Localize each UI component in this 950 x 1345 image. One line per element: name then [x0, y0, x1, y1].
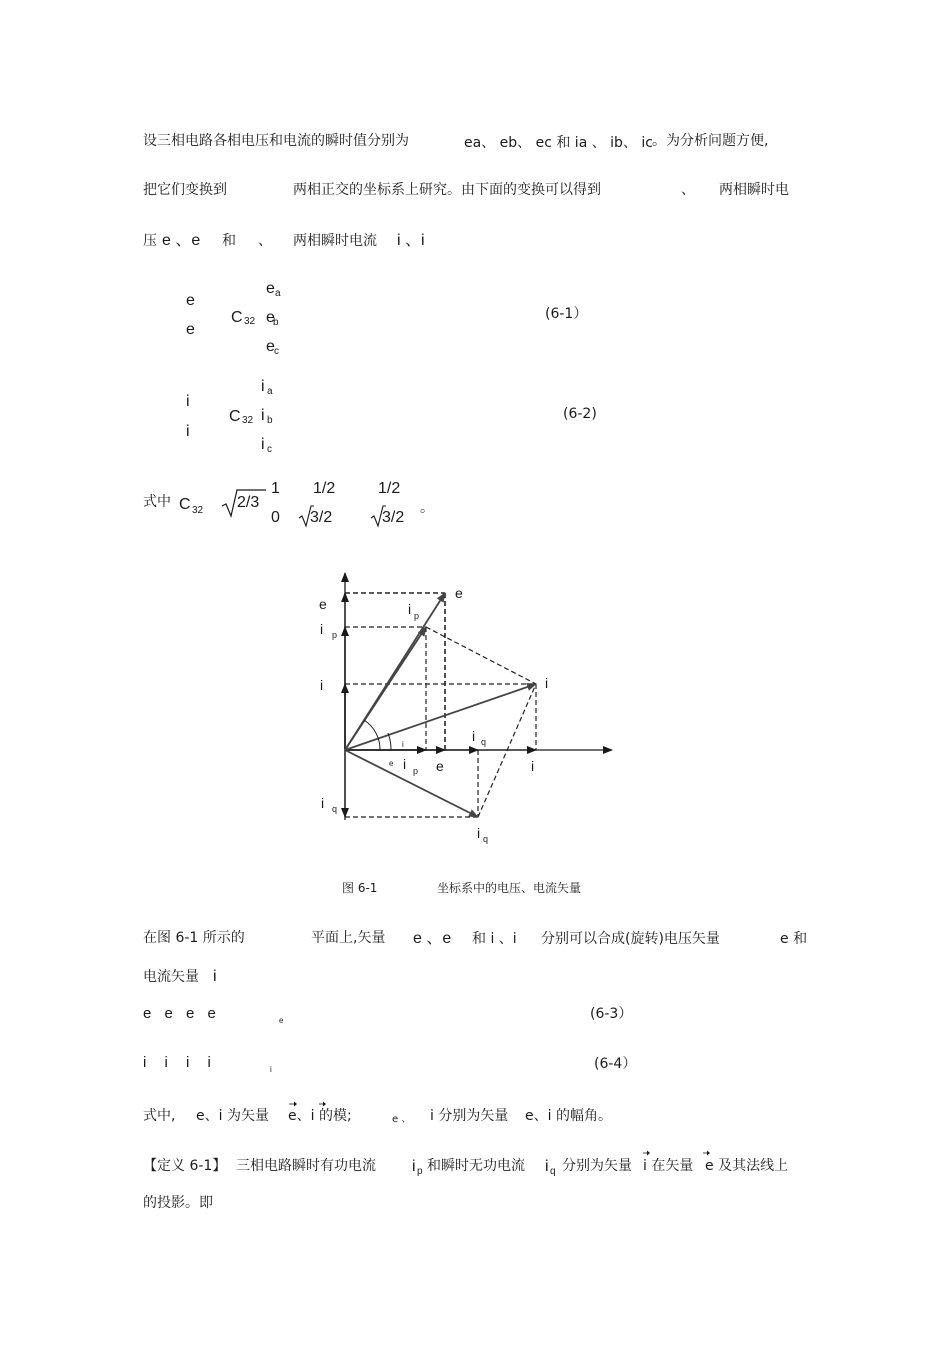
- eq1-lhs-1: e: [186, 292, 195, 309]
- eq2-rhs-1-sub: a: [267, 386, 273, 397]
- fig-label-ip-y-sub: p: [332, 630, 338, 640]
- eq4-sub: i: [270, 1065, 272, 1074]
- figure-labels: [319, 585, 548, 844]
- eq4-tag: (6-4）: [594, 1056, 637, 1072]
- para1-line1-tail: 。为分析问题方便,: [652, 133, 769, 149]
- para1-line3-e: 两相瞬时电流: [293, 233, 377, 249]
- eq2-operator: C: [229, 408, 241, 425]
- para2-line1-e: 分别可以合成(旋转)电压矢量: [541, 931, 720, 947]
- matrix-r2c2: 3/2: [310, 509, 333, 526]
- eq2-lhs-1: i: [186, 393, 190, 410]
- para1-line1-lead: 设三相电路各相电压和电流的瞬时值分别为: [143, 133, 409, 149]
- para1-line2-a: 把它们变换到: [143, 182, 227, 198]
- para2-line2-b: i: [213, 968, 217, 985]
- matrix-r1c2: 1/2: [313, 480, 336, 497]
- definition-label: 【定义 6-1】: [143, 1158, 227, 1174]
- para3-a: 式中,: [143, 1108, 176, 1124]
- matrix-r1c1: 1: [271, 480, 280, 497]
- fig-label-e-y: e: [319, 596, 327, 612]
- fig-label-ip-y: i: [320, 621, 324, 637]
- fig-label-i-vec: i: [545, 675, 549, 691]
- eq3-body: e e e e: [143, 1005, 216, 1022]
- eq2-rhs-3: i: [261, 436, 265, 453]
- eq1-rhs-3: e: [266, 338, 275, 355]
- matrix-symbol-sub: 32: [192, 505, 204, 516]
- figure-caption-text: 坐标系中的电压、电流矢量: [437, 881, 582, 895]
- definition-b: i: [412, 1158, 416, 1175]
- eq3-tag: (6-3）: [590, 1006, 633, 1022]
- para1-line3-a: 压: [143, 233, 157, 249]
- fig-label-iq-x-sub: q: [481, 737, 487, 747]
- definition-d-sub: q: [550, 1166, 556, 1177]
- para1-line2-d: 两相瞬时电: [719, 182, 789, 198]
- fig-label-iq-vec: i: [477, 825, 481, 841]
- matrix-lead: 式中: [143, 494, 171, 510]
- definition-a: 三相电路瞬时有功电流: [236, 1158, 376, 1174]
- para2-line1-f: e 和: [780, 931, 808, 947]
- eq2-operator-sub: 32: [242, 415, 254, 426]
- matrix-r2c1: 0: [271, 509, 280, 526]
- eq1-lhs-2: e: [186, 321, 195, 338]
- figure-caption-number: 图 6-1: [342, 881, 378, 895]
- matrix-symbol: C: [179, 496, 191, 513]
- eq1-operator-sub: 32: [244, 316, 256, 327]
- eq2-rhs-2-sub: b: [267, 415, 273, 426]
- para3-f: e、i 的幅角。: [525, 1108, 612, 1124]
- fig-label-i-y: i: [320, 677, 324, 693]
- fig-label-i-x: i: [531, 758, 535, 774]
- eq1-rhs-3-sub: c: [274, 346, 279, 357]
- para1-line3-f: i 、i: [397, 232, 425, 249]
- fig-label-ip-diag: i: [408, 601, 412, 617]
- definition-line2: 的投影。即: [143, 1195, 213, 1211]
- matrix-coef: 2/3: [237, 494, 260, 511]
- para1-line1-vars: ea、 eb、 ec 和 ia 、 ib、 ic: [464, 135, 653, 151]
- definition-e: 分别为矢量: [562, 1158, 632, 1174]
- fig-label-e-top: e: [455, 585, 463, 601]
- eq1-rhs-2-sub: b: [273, 317, 279, 328]
- fig-label-ip-x: i: [403, 756, 407, 772]
- para1-line3-c: 和: [222, 233, 236, 249]
- eq1-rhs-1-sub: a: [275, 288, 281, 299]
- definition-f: i 在矢量: [643, 1158, 694, 1174]
- eq2-lhs-2: i: [186, 423, 190, 440]
- para1-line3-d: 、: [258, 233, 272, 249]
- matrix-end: 。: [420, 500, 434, 516]
- vector-arrow-icon: [289, 1100, 333, 1108]
- fig-label-iq-y: i: [321, 795, 325, 811]
- fig-label-ip-diag-sub: p: [414, 611, 420, 621]
- para3-d: e 、: [392, 1114, 412, 1125]
- eq4-body: i i i i: [143, 1054, 211, 1071]
- para1-line2-b: 两相正交的坐标系上研究。由下面的变换可以得到: [293, 182, 601, 198]
- matrix-r1c3: 1/2: [378, 480, 401, 497]
- para1-line2-c: 、: [681, 182, 695, 198]
- para3-c: e、i 的模;: [288, 1108, 352, 1124]
- para2-line1-c: e 、e: [413, 930, 452, 947]
- para2-line1-d: 和 i 、i: [472, 931, 517, 947]
- fig-label-angle-e: e: [389, 759, 394, 768]
- eq1-tag: (6-1）: [545, 306, 588, 322]
- vector-arrow-icon: [641, 1149, 711, 1157]
- eq1-rhs-1: e: [266, 280, 275, 297]
- matrix-r2c3: 3/2: [382, 509, 405, 526]
- eq2-rhs-3-sub: c: [267, 444, 272, 455]
- eq1-rhs-2: e: [266, 309, 275, 326]
- definition-c: 和瞬时无功电流: [427, 1158, 525, 1174]
- eq1-operator: C: [231, 309, 243, 326]
- fig-label-angle-i: i: [402, 740, 404, 749]
- eq3-sub: e: [279, 1016, 284, 1025]
- para2-line1-a: 在图 6-1 所示的: [143, 930, 245, 946]
- definition-b-sub: p: [417, 1166, 423, 1177]
- para2-line2-a: 电流矢量: [143, 969, 199, 985]
- fig-label-e-x: e: [436, 758, 444, 774]
- para3-b: e、i 为矢量: [196, 1108, 269, 1124]
- eq2-tag: (6-2): [563, 406, 597, 422]
- definition-g: e 及其法线上: [705, 1158, 789, 1174]
- fig-label-iq-vec-sub: q: [483, 834, 489, 844]
- eq2-rhs-1: i: [261, 378, 265, 395]
- para2-line1-b: 平面上,矢量: [311, 930, 386, 946]
- definition-d: i: [545, 1158, 549, 1175]
- para3-e: i 分别为矢量: [430, 1108, 509, 1124]
- fig-label-ip-x-sub: p: [413, 766, 419, 776]
- eq2-rhs-2: i: [261, 407, 265, 424]
- fig-label-iq-y-sub: q: [332, 804, 338, 814]
- fig-label-iq-x: i: [472, 728, 476, 744]
- para1-line3-b: e 、e: [162, 232, 201, 249]
